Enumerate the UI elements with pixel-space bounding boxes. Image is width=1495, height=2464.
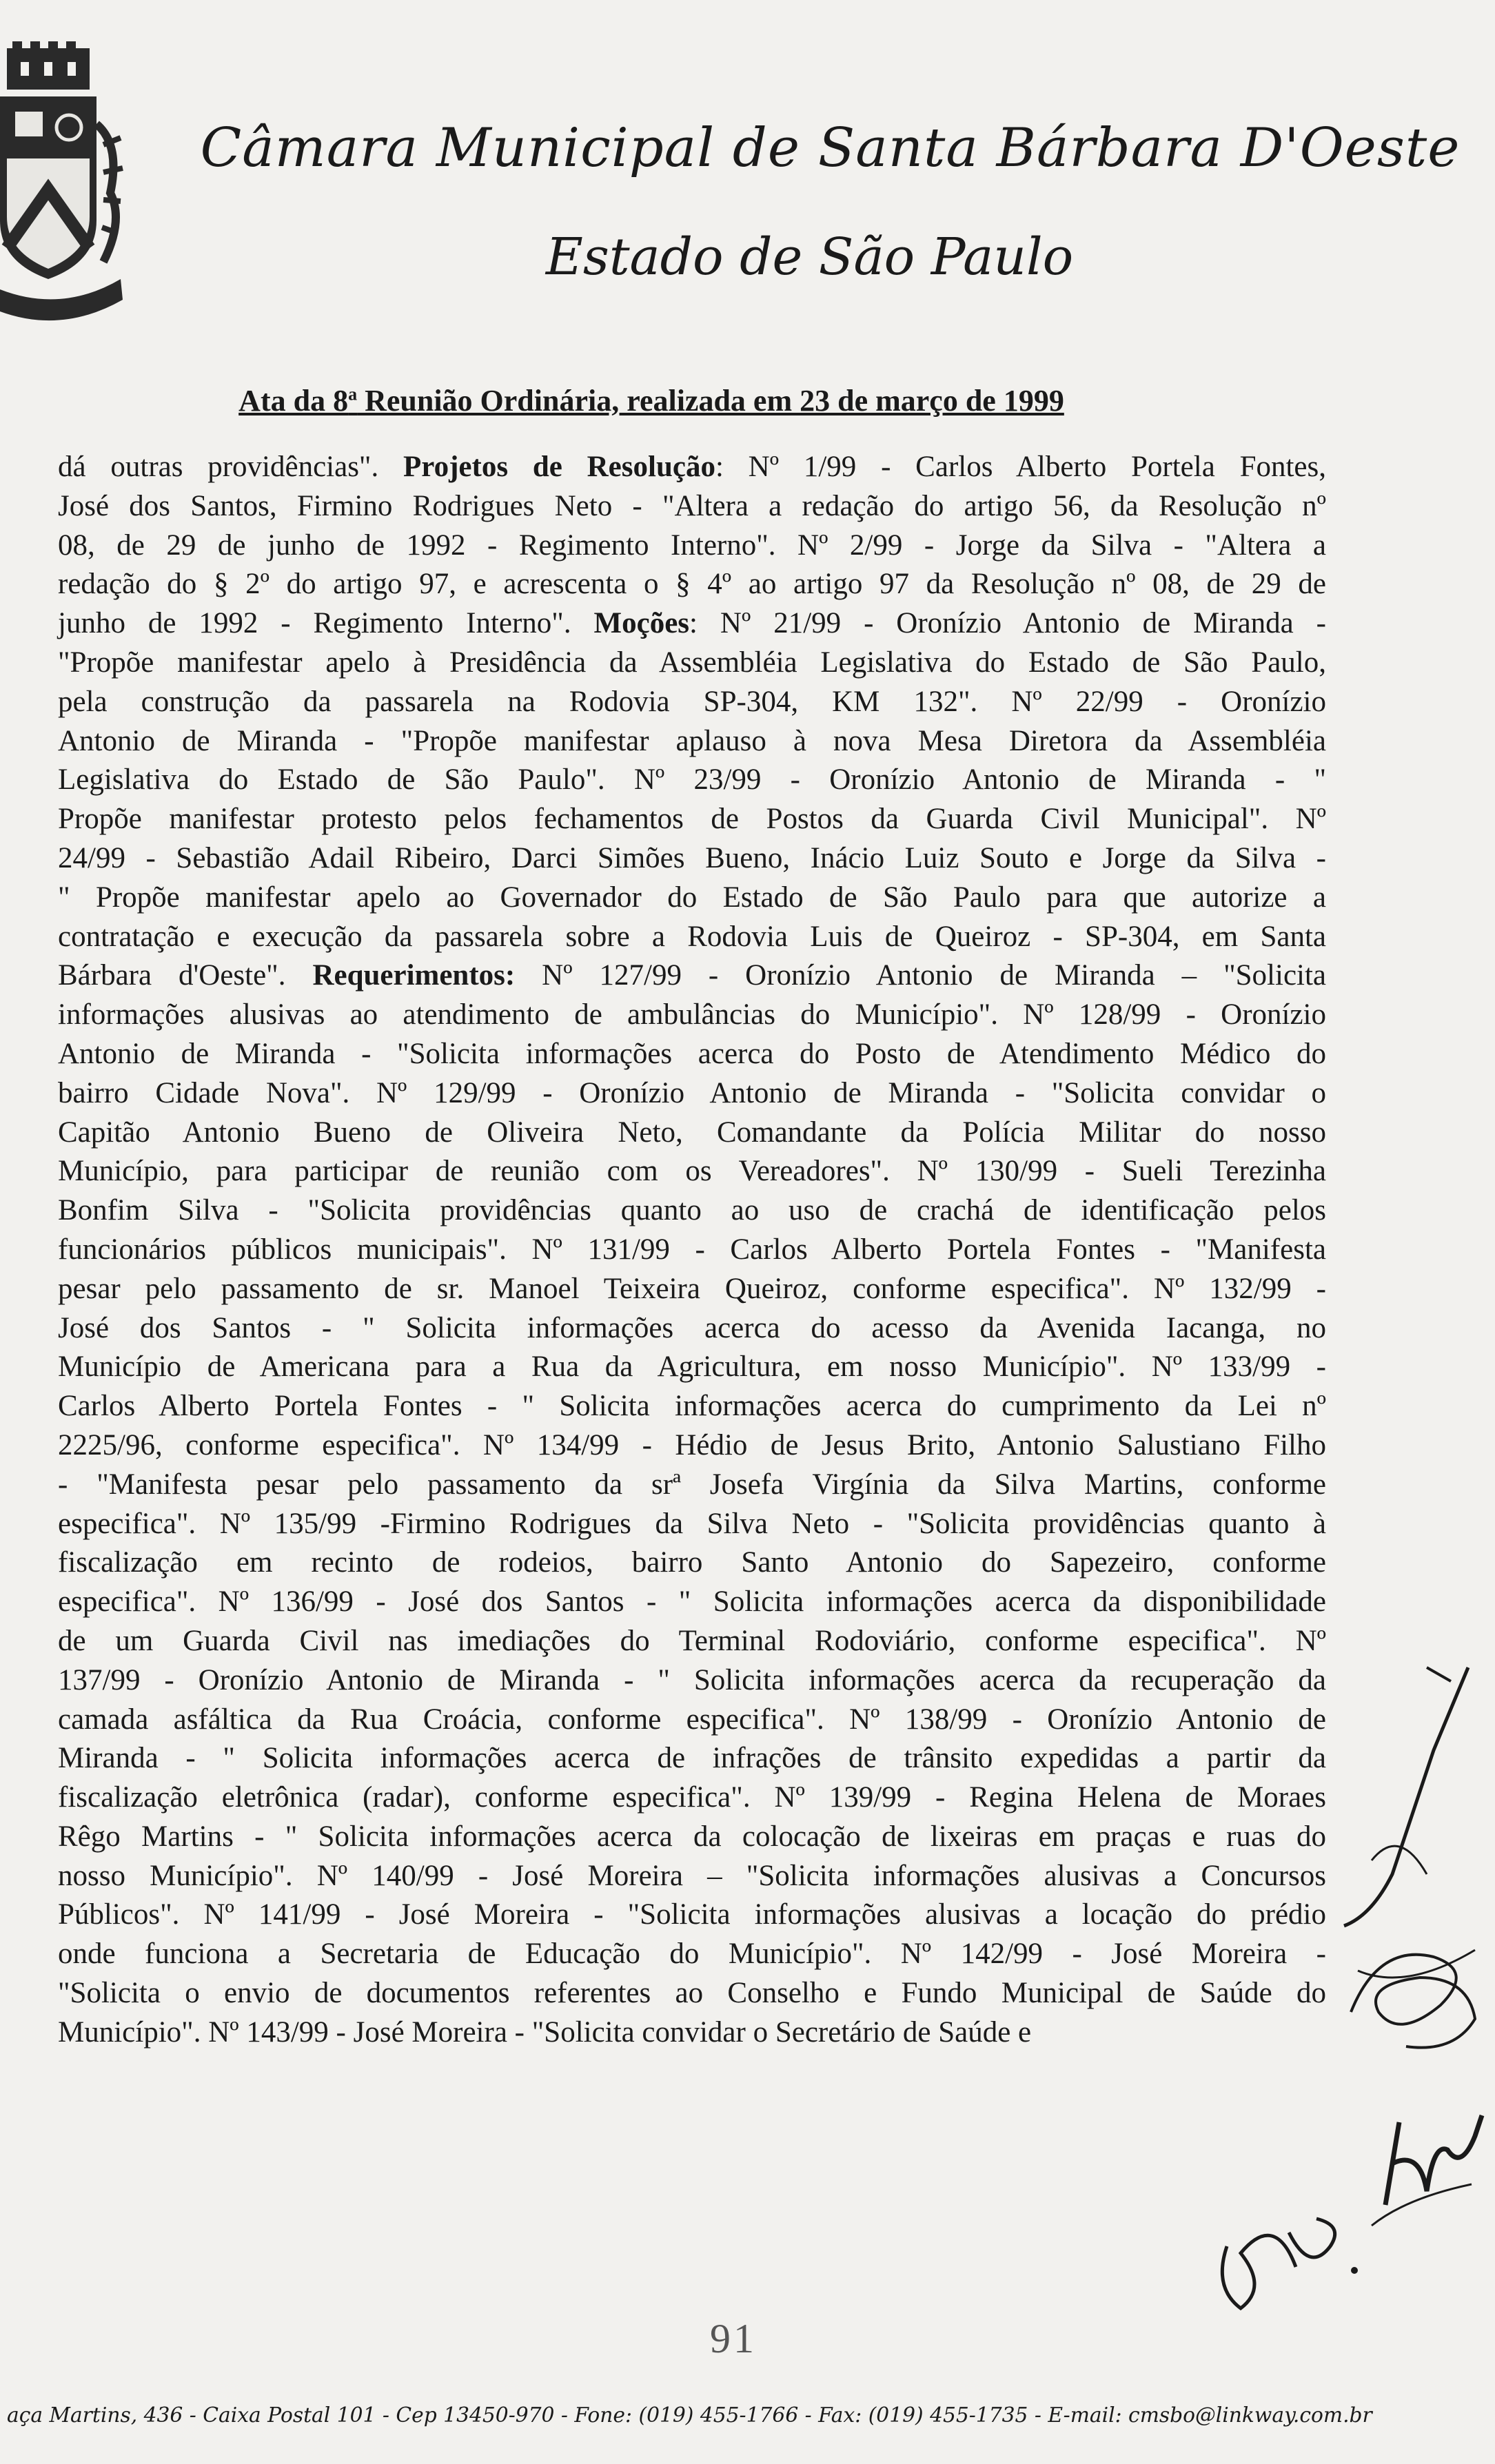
text-segment: Nº 127/99 - Oronízio Antonio de Miranda – "Solicita [515,959,1327,992]
text-line [58,1035,1326,1074]
text-line [58,683,1326,722]
text-segment: fiscalização em recinto de rodeios, bairro Santo Antonio do Sapezeiro, conforme [58,1546,1326,1579]
section-heading: Requerimentos: [312,959,516,992]
text-line [58,1426,1326,1466]
text-line [58,1270,1326,1309]
text-segment: Públicos". Nº 141/99 - José Moreira - "Solicita informações alusivas a locação do prédio [58,1898,1326,1931]
text-segment: - "Manifesta pesar pelo passamento da srª Josefa Virgínia da Silva Martins, conforme [58,1468,1326,1501]
text-segment: Bonfim Silva - "Solicita providências quanto ao uso de crachá de identificação pelos [58,1194,1326,1227]
text-segment: José dos Santos - " Solicita informações acerca do acesso da Avenida Iacanga, no [58,1311,1326,1344]
minutes-title-post: Reunião Ordinária, realizada em 23 de março de 1999 [357,384,1064,418]
text-line [58,1778,1326,1818]
text-line [58,918,1326,957]
text-line [58,1505,1326,1544]
text-line [58,996,1326,1035]
text-line [58,1701,1326,1740]
minutes-title-pre: Ata da 8 [238,384,349,418]
text-segment: Miranda - " Solicita informações acerca de infrações de trânsito expedidas a partir da [58,1742,1326,1775]
text-line [58,448,1326,487]
text-segment: bairro Cidade Nova". Nº 129/99 - Oronízio Antonio de Miranda - "Solicita convidar o [58,1076,1326,1109]
text-segment: dá outras providências". [58,451,404,483]
text-segment: junho de 1992 - Regimento Interno". [58,607,594,640]
section-heading: Projetos de Resolução [403,451,715,483]
text-segment: Bárbara d'Oeste". [58,959,313,992]
text-segment: fiscalização eletrônica (radar), conforme especifica". Nº 139/99 - Regina Helena de Moraes [58,1781,1326,1814]
text-line [58,1896,1326,1935]
text-segment: Rêgo Martins - " Solicita informações acerca da colocação de lixeiras em praças e ruas do [58,1820,1326,1853]
chamber-title: Câmara Municipal de Santa Bárbara D'Oeste [200,117,1461,179]
text-line [58,839,1326,879]
rubric-signature [1337,1929,1489,2060]
text-segment: especifica". Nº 135/99 -Firmino Rodrigues da Silva Neto - "Solicita providências quanto à [58,1507,1326,1540]
text-segment: : Nº 21/99 - Oronízio Antonio de Miranda - [689,607,1326,640]
text-line [58,2013,1326,2053]
text-segment: Antonio de Miranda - "Solicita informações acerca do Posto de Atendimento Médico do [58,1037,1326,1070]
text-line [58,1113,1326,1153]
text-line [58,1348,1326,1387]
section-heading: Moções [593,607,690,640]
text-segment: Antonio de Miranda - "Propõe manifestar aplauso à nova Mesa Diretora da Assembléia [58,724,1326,757]
text-line [58,1739,1326,1778]
text-segment: Município". Nº 143/99 - José Moreira - "Solicita convidar o Secretário de Saúde e [58,2015,1032,2049]
text-segment: pela construção da passarela na Rodovia SP-304, KM 132". Nº 22/99 - Oronízio [58,685,1326,718]
text-segment: informações alusivas ao atendimento de ambulâncias do Município". Nº 128/99 - Oronízio [58,998,1326,1031]
text-line [58,1152,1326,1191]
text-segment: " Propõe manifestar apelo ao Governador do Estado de São Paulo para que autorize a [58,881,1326,914]
text-segment: José dos Santos, Firmino Rodrigues Neto - "Altera a redação do artigo 56, da Resolução nº [58,489,1326,522]
minutes-title [179,383,1123,418]
text-segment: funcionários públicos municipais". Nº 131/99 - Carlos Alberto Portela Fontes - "Manifesta [58,1233,1326,1266]
margin-check-signature [1330,1654,1489,1929]
text-line [58,1309,1326,1348]
text-line [58,644,1326,683]
text-line [58,722,1326,761]
text-segment: 137/99 - Oronízio Antonio de Miranda - " Solicita informações acerca da recuperação da [58,1663,1326,1696]
text-segment: redação do § 2º do artigo 97, e acrescenta o § 4º ao artigo 97 da Resolução nº 08, de 29 de [58,568,1326,601]
text-line [58,1661,1326,1701]
text-line [58,1622,1326,1661]
text-segment: camada asfáltica da Rua Croácia, conforme especifica". Nº 138/99 - Oronízio Antonio de [58,1703,1326,1736]
footer-address: aça Martins, 436 - Caixa Postal 101 - Cep 13450-970 - Fone: (019) 455-1766 - Fax: (019) 455-1735 - E-mail: cmsbo@linkway.com.br [7,2403,1372,2427]
text-line [58,1935,1326,1974]
text-line [58,526,1326,566]
text-segment: Legislativa do Estado de São Paulo". Nº 23/99 - Oronízio Antonio de Miranda - " [58,763,1326,797]
text-line [58,565,1326,604]
text-line [58,761,1326,800]
text-line [58,1387,1326,1426]
text-segment: de um Guarda Civil nas imediações do Terminal Rodoviário, conforme especifica". Nº [58,1624,1326,1657]
text-segment: Propõe manifestar protesto pelos fechamentos de Postos da Guarda Civil Municipal". Nº [58,803,1326,836]
text-segment: Município, para participar de reunião com os Vereadores". Nº 130/99 - Sueli Terezinha [58,1155,1326,1188]
text-line [58,1543,1326,1583]
text-line [58,1857,1326,1896]
text-line [58,879,1326,918]
text-segment: Município de Americana para a Rua da Agricultura, em nosso Município". Nº 133/99 - [58,1351,1326,1384]
text-segment: : Nº 1/99 - Carlos Alberto Portela Fontes, [715,451,1326,483]
text-line [58,1191,1326,1231]
text-segment: pesar pelo passamento de sr. Manoel Teixeira Queiroz, conforme especifica". Nº 132/99 - [58,1272,1326,1305]
text-segment: 24/99 - Sebastião Adail Ribeiro, Darci Simões Bueno, Inácio Luiz Souto e Jorge da Silva - [58,841,1326,874]
text-segment: "Solicita o envio de documentos referentes ao Conselho e Fundo Municipal de Saúde do [58,1977,1326,2010]
text-line [58,1974,1326,2013]
text-line [58,800,1326,839]
state-title: Estado de São Paulo [545,227,1074,287]
text-segment: 2225/96, conforme especifica". Nº 134/99 - Hédio de Jesus Brito, Antonio Salustiano Filho [58,1428,1326,1461]
text-segment: onde funciona a Secretaria de Educação do Município". Nº 142/99 - José Moreira - [58,1938,1326,1971]
page-number: 91 [710,2316,757,2361]
text-segment: Capitão Antonio Bueno de Oliveira Neto, Comandante da Polícia Militar do nosso [58,1116,1326,1149]
text-line [58,604,1326,644]
text-segment: Carlos Alberto Portela Fontes - " Solicita informações acerca do cumprimento da Lei nº [58,1390,1326,1423]
text-line [58,1074,1326,1113]
handwritten-signature [1199,2108,1489,2315]
letterhead [0,117,1495,287]
minutes-title-sup: a [348,384,358,404]
text-line [58,1818,1326,1857]
text-line [58,487,1326,526]
minutes-body [58,448,1326,2053]
text-segment: 08, de 29 de junho de 1992 - Regimento Interno". Nº 2/99 - Jorge da Silva - "Altera a [58,528,1326,562]
text-segment: especifica". Nº 136/99 - José dos Santos - " Solicita informações acerca da disponibilidade [58,1585,1326,1619]
text-line [58,956,1326,996]
text-segment: contratação e execução da passarela sobre a Rodovia Luis de Queiroz - SP-304, em Santa [58,920,1326,953]
text-line [58,1231,1326,1270]
text-segment: nosso Município". Nº 140/99 - José Moreira – "Solicita informações alusivas a Concursos [58,1859,1326,1892]
text-line [58,1583,1326,1622]
text-line [58,1466,1326,1505]
text-segment: "Propõe manifestar apelo à Presidência da Assembléia Legislativa do Estado de São Paulo, [58,646,1326,679]
